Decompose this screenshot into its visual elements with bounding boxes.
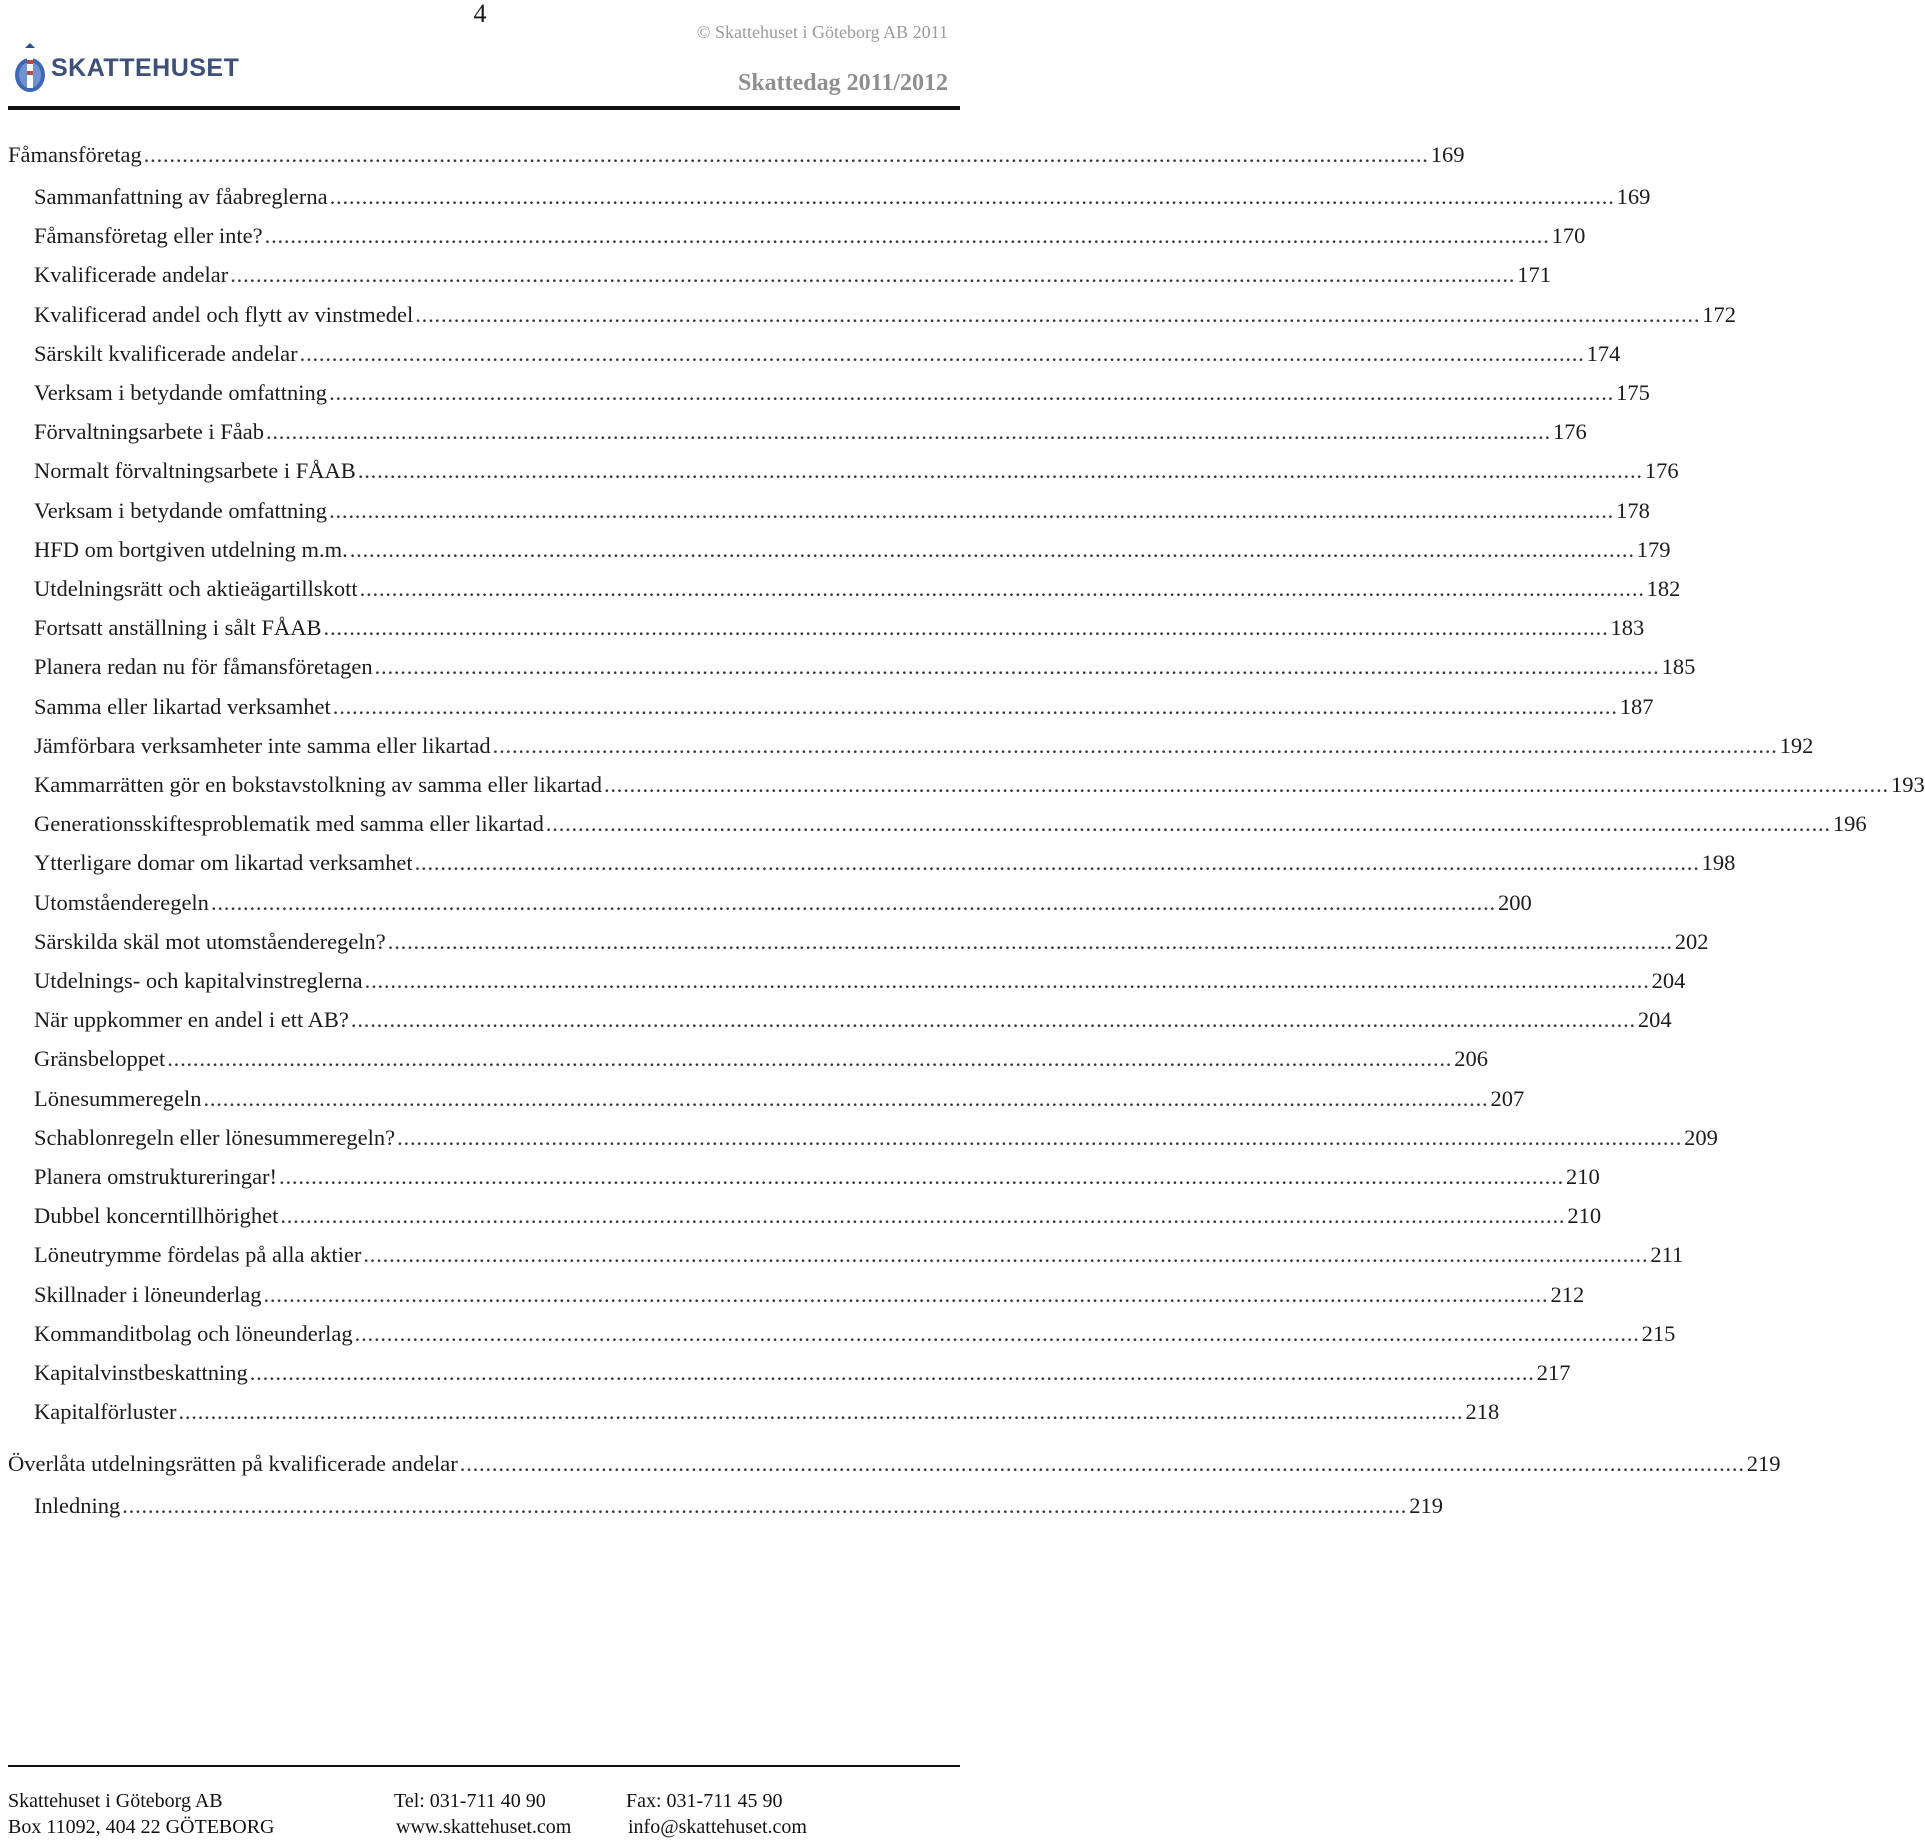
toc-entry-page-number: 198 [1701, 850, 1736, 876]
page-number: 4 [473, 0, 487, 28]
toc-dot-leader: ........................................................................................................................................................................................................ [280, 1203, 1566, 1229]
footer-phone: Tel: 031-711 40 90 [394, 1790, 546, 1812]
document-title: Skattedag 2011/2012 [737, 70, 948, 96]
toc-section-entry[interactable] [34, 1235, 1684, 1275]
toc-dot-leader: ........................................................................................................................................................................................................ [210, 889, 1496, 915]
toc-dot-leader: ........................................................................................................................................................................................................ [459, 1451, 1745, 1477]
toc-dot-leader: ........................................................................................................................................................................................................ [414, 850, 1700, 876]
toc-entry-page-number: 200 [1497, 889, 1532, 915]
toc-dot-leader: ........................................................................................................................................................................................................ [332, 693, 1618, 719]
toc-entry-title: Samma eller likartad verksamhet [34, 693, 331, 719]
toc-section-entry[interactable] [34, 843, 1736, 883]
toc-entry-page-number: 210 [1567, 1203, 1602, 1229]
footer-email[interactable]: info@skattehuset.com [628, 1816, 807, 1838]
toc-dot-leader: ........................................................................................................................................................................................................ [354, 1320, 1640, 1346]
toc-section-entry[interactable] [34, 726, 1814, 766]
toc-entry-title: Jämförbara verksamheter inte samma eller likartad [34, 732, 491, 758]
footer-divider [8, 1765, 960, 1767]
toc-entry-page-number: 171 [1517, 262, 1551, 288]
toc-entry-page-number: 217 [1536, 1360, 1571, 1385]
toc-entry-title: Ytterligare domar om likartad verksamhet [34, 850, 413, 876]
toc-entry-title: När uppkommer en andel i ett AB? [34, 1007, 349, 1033]
toc-entry-page-number: 176 [1644, 458, 1679, 484]
toc-section-entry[interactable] [34, 647, 1696, 687]
toc-entry-title: Kapitalförluster [34, 1399, 177, 1425]
toc-entry-title: Verksam i betydande omfattning [34, 380, 328, 405]
toc-entry-title: Gränsbeloppet [34, 1046, 166, 1072]
toc-section-entry[interactable] [34, 1486, 1443, 1526]
toc-section-entry[interactable] [34, 491, 1650, 531]
toc-entry-page-number: 187 [1619, 693, 1654, 719]
toc-section-entry[interactable] [34, 1000, 1672, 1040]
toc-dot-leader: ........................................................................................................................................................................................................ [167, 1046, 1453, 1072]
toc-dot-leader: ........................................................................................................................................................................................................ [264, 223, 1550, 249]
toc-section-entry[interactable] [34, 1039, 1488, 1079]
toc-entry-page-number: 212 [1550, 1281, 1585, 1307]
toc-section-entry[interactable] [34, 922, 1709, 962]
toc-section-entry[interactable] [34, 804, 1867, 844]
toc-section-entry[interactable] [34, 177, 1651, 217]
toc-entry-title: Fortsatt anställning i sålt FÅAB [34, 615, 322, 641]
toc-entry-title: Kammarrätten gör en bokstavstolkning av samma eller likartad [34, 772, 602, 797]
toc-entry-page-number: 219 [1746, 1451, 1781, 1477]
toc-entry-title: Kommanditbolag och löneunderlag [34, 1320, 353, 1346]
header-divider [8, 106, 960, 110]
toc-dot-leader: ........................................................................................................................................................................................................ [203, 1085, 1489, 1111]
toc-entry-page-number: 211 [1650, 1242, 1684, 1268]
toc-entry-title: Planera omstruktureringar! [34, 1164, 278, 1189]
toc-entry-title: Dubbel koncerntillhörighet [34, 1203, 279, 1229]
toc-entry-page-number: 176 [1552, 419, 1587, 445]
copyright-notice: © Skattehuset i Göteborg AB 2011 [696, 22, 948, 42]
toc-entry-page-number: 174 [1586, 340, 1621, 366]
toc-section-entry[interactable] [34, 608, 1645, 648]
toc-entry-page-number: 185 [1661, 654, 1696, 680]
toc-entry-page-number: 204 [1651, 968, 1686, 993]
toc-entry-title: Verksam i betydande omfattning [34, 497, 328, 523]
toc-entry-title: Särskilda skäl mot utomståenderegeln? [34, 928, 386, 954]
company-logo [14, 42, 239, 94]
toc-dot-leader: ........................................................................................................................................................................................................ [387, 928, 1673, 954]
toc-entry-title: Sammanfattning av fåabreglerna [34, 184, 328, 209]
toc-entry-page-number: 204 [1637, 1007, 1672, 1033]
toc-entry-page-number: 179 [1636, 536, 1671, 562]
toc-entry-page-number: 207 [1490, 1085, 1525, 1111]
toc-dot-leader: ........................................................................................................................................................................................................ [545, 811, 1831, 837]
toc-section-entry[interactable] [34, 216, 1586, 256]
toc-chapter-entry[interactable] [8, 135, 1465, 175]
toc-entry-title: Löneutrymme fördelas på alla aktier [34, 1242, 362, 1268]
toc-section-entry[interactable] [34, 1275, 1585, 1315]
toc-section-entry[interactable] [34, 1157, 1600, 1197]
toc-entry-page-number: 215 [1641, 1320, 1676, 1346]
toc-dot-leader: ........................................................................................................................................................................................................ [329, 184, 1615, 209]
toc-section-entry[interactable] [34, 883, 1532, 923]
toc-dot-leader: ........................................................................................................................................................................................................ [249, 1360, 1535, 1385]
toc-dot-leader: ........................................................................................................................................................................................................ [329, 497, 1615, 523]
toc-entry-title: Skillnader i löneunderlag [34, 1281, 262, 1307]
toc-dot-leader: ........................................................................................................................................................................................................ [279, 1164, 1565, 1189]
toc-section-entry[interactable] [34, 961, 1686, 1001]
toc-entry-title: Fåmansföretag [8, 142, 142, 167]
toc-entry-title: Normalt förvaltningsarbete i FÅAB [34, 458, 356, 484]
toc-dot-leader: ........................................................................................................................................................................................................ [397, 1124, 1683, 1150]
toc-dot-leader: ........................................................................................................................................................................................................ [350, 1007, 1636, 1033]
toc-entry-page-number: 178 [1616, 497, 1650, 523]
toc-section-entry[interactable] [34, 451, 1679, 491]
toc-dot-leader: ........................................................................................................................................................................................................ [374, 654, 1660, 680]
footer-company: Skattehuset i Göteborg AB [8, 1790, 223, 1812]
lighthouse-logo-icon [14, 42, 46, 94]
toc-section-entry[interactable] [34, 1314, 1676, 1354]
toc-dot-leader: ........................................................................................................................................................................................................ [359, 576, 1645, 601]
toc-section-entry[interactable] [34, 687, 1654, 727]
toc-section-entry[interactable] [34, 569, 1681, 609]
toc-entry-page-number: 218 [1465, 1399, 1500, 1425]
toc-entry-page-number: 175 [1616, 380, 1650, 405]
toc-entry-title: HFD om bortgiven utdelning m.m. [34, 536, 348, 562]
toc-entry-page-number: 196 [1832, 811, 1867, 837]
toc-entry-page-number: 182 [1646, 576, 1681, 601]
toc-section-entry[interactable] [34, 373, 1650, 413]
toc-entry-page-number: 170 [1551, 223, 1586, 249]
toc-dot-leader: ........................................................................................................................................................................................................ [122, 1493, 1408, 1519]
toc-section-entry[interactable] [34, 334, 1621, 374]
toc-dot-leader: ........................................................................................................................................................................................................ [492, 732, 1778, 758]
toc-entry-page-number: 193 [1890, 772, 1925, 797]
toc-dot-leader: ........................................................................................................................................................................................................ [143, 142, 1429, 167]
toc-entry-page-number: 169 [1616, 184, 1651, 209]
toc-entry-page-number: 209 [1684, 1124, 1718, 1150]
toc-entry-title: Särskilt kvalificerade andelar [34, 340, 298, 366]
toc-dot-leader: ........................................................................................................................................................................................................ [230, 262, 1516, 288]
toc-section-entry[interactable] [34, 1196, 1602, 1236]
toc-section-entry[interactable] [34, 255, 1551, 295]
toc-entry-title: Generationsskiftesproblematik med samma eller likartad [34, 811, 544, 837]
toc-entry-page-number: 169 [1430, 142, 1465, 167]
toc-section-entry[interactable] [34, 1079, 1525, 1119]
toc-dot-leader: ........................................................................................................................................................................................................ [329, 380, 1615, 405]
toc-entry-page-number: 192 [1779, 732, 1814, 758]
toc-entry-title: Utomståenderegeln [34, 889, 209, 915]
toc-section-entry[interactable] [34, 530, 1671, 570]
toc-entry-title: Förvaltningsarbete i Fåab [34, 419, 264, 445]
toc-entry-title: Kapitalvinstbeskattning [34, 1360, 248, 1385]
toc-dot-leader: ........................................................................................................................................................................................................ [263, 1281, 1549, 1307]
toc-entry-page-number: 183 [1610, 615, 1645, 641]
toc-dot-leader: ........................................................................................................................................................................................................ [415, 301, 1701, 327]
toc-entry-title: Utdelnings- och kapitalvinstreglerna [34, 968, 363, 993]
toc-entry-page-number: 219 [1409, 1493, 1443, 1519]
toc-section-entry[interactable] [34, 1118, 1718, 1158]
toc-chapter-entry[interactable] [8, 1444, 1781, 1484]
toc-entry-title: Inledning [34, 1493, 121, 1519]
toc-entry-page-number: 210 [1566, 1164, 1600, 1189]
toc-entry-title: Överlåta utdelningsrätten på kvalificerade andelar [8, 1451, 458, 1477]
toc-dot-leader: ........................................................................................................................................................................................................ [363, 1242, 1649, 1268]
toc-entry-title: Lönesummeregeln [34, 1085, 202, 1111]
toc-entry-title: Utdelningsrätt och aktieägartillskott [34, 576, 358, 601]
toc-section-entry[interactable] [34, 1392, 1500, 1432]
toc-entry-title: Kvalificerad andel och flytt av vinstmedel [34, 301, 414, 327]
toc-entry-title: Kvalificerade andelar [34, 262, 229, 288]
logo-text: SKATTEHUSET [51, 53, 240, 82]
toc-section-entry[interactable] [34, 1353, 1571, 1393]
toc-entry-page-number: 206 [1454, 1046, 1488, 1072]
footer-fax: Fax: 031-711 45 90 [626, 1790, 783, 1812]
toc-section-entry[interactable] [34, 295, 1736, 335]
footer-website[interactable]: www.skattehuset.com [396, 1816, 572, 1838]
toc-dot-leader: ........................................................................................................................................................................................................ [178, 1399, 1464, 1425]
toc-section-entry[interactable] [34, 412, 1587, 452]
toc-dot-leader: ........................................................................................................................................................................................................ [299, 340, 1585, 366]
toc-dot-leader: ........................................................................................................................................................................................................ [364, 968, 1650, 993]
toc-dot-leader: ........................................................................................................................................................................................................ [323, 615, 1609, 641]
footer-address: Box 11092, 404 22 GÖTEBORG [8, 1816, 275, 1838]
toc-dot-leader: ........................................................................................................................................................................................................ [265, 419, 1551, 445]
toc-dot-leader: ........................................................................................................................................................................................................ [603, 772, 1889, 797]
toc-entry-page-number: 172 [1702, 301, 1736, 327]
toc-entry-title: Planera redan nu för fåmansföretagen [34, 654, 373, 680]
toc-entry-title: Fåmansföretag eller inte? [34, 223, 263, 249]
toc-dot-leader: ........................................................................................................................................................................................................ [357, 458, 1643, 484]
toc-dot-leader: ........................................................................................................................................................................................................ [349, 536, 1635, 562]
toc-entry-page-number: 202 [1674, 928, 1709, 954]
toc-section-entry[interactable] [34, 765, 1925, 805]
toc-entry-title: Schablonregeln eller lönesummeregeln? [34, 1124, 396, 1150]
